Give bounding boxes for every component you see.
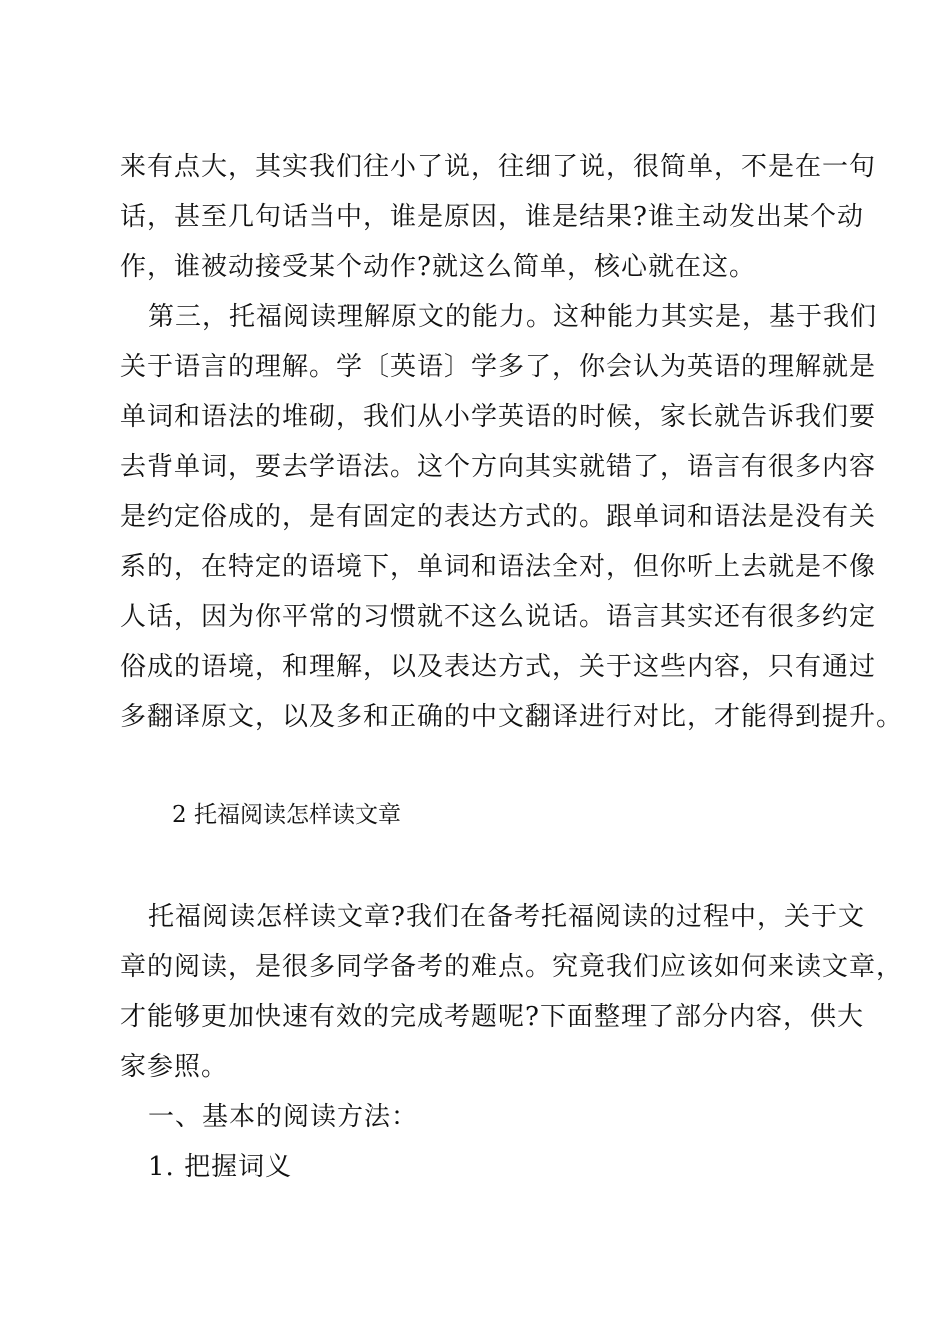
text-line: 章的阅读，是很多同学备考的难点。究竟我们应该如何来读文章， <box>120 952 904 982</box>
text-line: 人话，因为你平常的习惯就不这么说话。语言其实还有很多约定 <box>120 602 877 632</box>
text-line: 多翻译原文，以及多和正确的中文翻译进行对比，才能得到提升。 <box>120 702 904 732</box>
text-line: 才能够更加快速有效的完成考题呢?下面整理了部分内容，供大 <box>120 1002 864 1032</box>
text-line: 第三，托福阅读理解原文的能力。这种能力其实是，基于我们 <box>148 302 878 332</box>
text-line: 系的，在特定的语境下，单词和语法全对，但你听上去就是不像 <box>120 552 877 582</box>
list-item: 1. 把握词义 <box>148 1152 293 1182</box>
section-heading: 2 托福阅读怎样读文章 <box>172 802 401 828</box>
text-line: 去背单词，要去学语法。这个方向其实就错了，语言有很多内容 <box>120 452 877 482</box>
text-line: 作，谁被动接受某个动作?就这么简单，核心就在这。 <box>120 252 756 282</box>
text-line: 俗成的语境，和理解，以及表达方式，关于这些内容，只有通过 <box>120 652 877 682</box>
text-line: 关于语言的理解。学〔英语〕学多了，你会认为英语的理解就是 <box>120 352 877 382</box>
text-line: 来有点大，其实我们往小了说，往细了说，很简单，不是在一句 <box>120 152 877 182</box>
subheading: 一、基本的阅读方法： <box>148 1102 419 1132</box>
text-line: 是约定俗成的，是有固定的表达方式的。跟单词和语法是没有关 <box>120 502 877 532</box>
text-line: 话，甚至几句话当中，谁是原因，谁是结果?谁主动发出某个动 <box>120 202 864 232</box>
text-line: 托福阅读怎样读文章?我们在备考托福阅读的过程中，关于文 <box>148 902 865 932</box>
text-line: 单词和语法的堆砌，我们从小学英语的时候，家长就告诉我们要 <box>120 402 877 432</box>
text-line: 家参照。 <box>120 1052 229 1082</box>
